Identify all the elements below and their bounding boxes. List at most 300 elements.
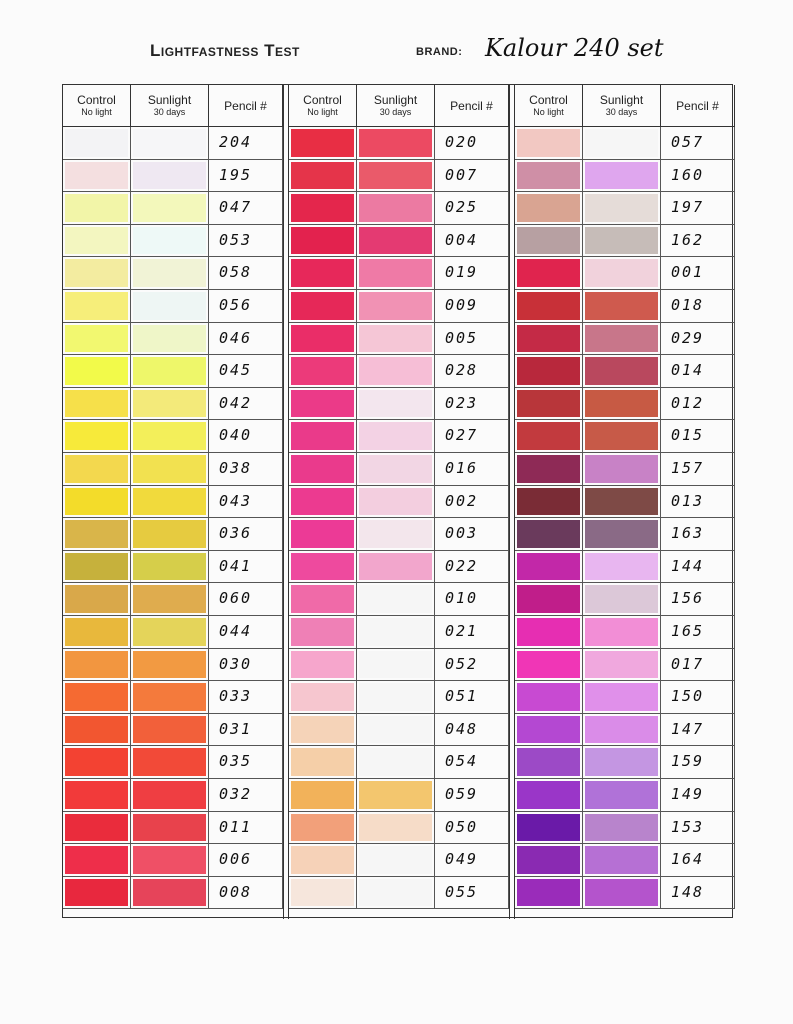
sunlight-swatch xyxy=(133,846,206,874)
control-swatch xyxy=(291,390,354,418)
sunlight-swatch-cell xyxy=(357,649,435,682)
control-swatch-cell xyxy=(515,714,583,747)
control-swatch xyxy=(291,683,354,711)
sunlight-swatch xyxy=(359,357,432,385)
pencil-number-cell xyxy=(209,388,283,421)
sunlight-swatch xyxy=(359,129,432,157)
pencil-number: 027 xyxy=(445,426,479,445)
control-swatch-cell xyxy=(63,127,131,160)
control-swatch-cell xyxy=(515,486,583,519)
control-swatch-cell xyxy=(515,518,583,551)
sunlight-swatch-cell xyxy=(357,420,435,453)
control-swatch xyxy=(517,194,580,222)
pencil-number-cell xyxy=(209,649,283,682)
sunlight-swatch xyxy=(359,553,432,581)
control-swatch xyxy=(517,781,580,809)
sunlight-swatch xyxy=(359,292,432,320)
sunlight-swatch-cell xyxy=(583,323,661,356)
sunlight-swatch-cell xyxy=(131,779,209,812)
pencil-number: 149 xyxy=(671,785,705,803)
control-swatch xyxy=(291,748,354,776)
pencil-number-cell xyxy=(435,420,509,453)
control-swatch-cell xyxy=(289,388,357,421)
control-swatch-cell xyxy=(515,812,583,845)
column-header-label: Control xyxy=(77,93,116,107)
control-swatch-cell xyxy=(515,746,583,779)
brand-label: BRAND: xyxy=(416,46,463,58)
control-swatch xyxy=(517,357,580,385)
pencil-number-cell xyxy=(661,127,735,160)
control-swatch-cell xyxy=(63,551,131,584)
pencil-number: 054 xyxy=(445,752,479,771)
sunlight-swatch xyxy=(585,325,658,353)
pencil-number-cell xyxy=(435,714,509,747)
control-swatch-cell xyxy=(63,616,131,649)
sunlight-swatch-cell xyxy=(583,160,661,193)
pencil-number-cell xyxy=(435,257,509,290)
control-swatch xyxy=(291,716,354,744)
pencil-number-cell xyxy=(661,225,735,258)
sunlight-swatch-cell xyxy=(583,453,661,486)
pencil-number: 029 xyxy=(671,328,705,347)
control-swatch-cell xyxy=(289,714,357,747)
sunlight-swatch-cell xyxy=(131,844,209,877)
sunlight-swatch-cell xyxy=(357,192,435,225)
control-swatch-cell xyxy=(289,323,357,356)
sunlight-swatch xyxy=(133,325,206,353)
pencil-number-cell xyxy=(661,714,735,747)
sunlight-swatch-cell xyxy=(583,355,661,388)
pencil-number-cell xyxy=(435,681,509,714)
pencil-number: 030 xyxy=(219,654,253,673)
column-header-sublabel: 30 days xyxy=(153,107,186,117)
control-swatch xyxy=(517,455,580,483)
pencil-number-cell xyxy=(435,551,509,584)
control-swatch xyxy=(291,129,354,157)
pencil-number-cell xyxy=(435,844,509,877)
control-swatch-cell xyxy=(289,518,357,551)
control-swatch xyxy=(517,846,580,874)
control-swatch-cell xyxy=(289,127,357,160)
pencil-number: 163 xyxy=(671,524,705,543)
pencil-number-cell xyxy=(661,257,735,290)
pencil-number: 056 xyxy=(219,296,253,314)
sunlight-swatch-cell xyxy=(583,290,661,323)
pencil-number: 197 xyxy=(671,198,705,217)
column-header-pencil xyxy=(661,85,735,127)
pencil-number: 060 xyxy=(219,589,253,608)
control-swatch xyxy=(517,292,580,320)
control-swatch xyxy=(291,520,354,548)
pencil-number: 025 xyxy=(445,198,479,217)
sunlight-swatch xyxy=(133,585,206,613)
pencil-number-cell xyxy=(435,192,509,225)
sunlight-swatch-cell xyxy=(357,290,435,323)
sunlight-swatch-cell xyxy=(583,486,661,519)
pencil-number: 044 xyxy=(219,622,253,640)
control-swatch-cell xyxy=(515,420,583,453)
sunlight-swatch xyxy=(359,488,432,516)
control-swatch xyxy=(65,683,128,711)
column-header-sublabel: No light xyxy=(533,107,564,117)
sunlight-swatch-cell xyxy=(357,779,435,812)
sunlight-swatch xyxy=(585,259,658,287)
pencil-number: 031 xyxy=(219,719,253,738)
sunlight-swatch xyxy=(133,748,206,776)
sunlight-swatch-cell xyxy=(131,323,209,356)
sunlight-swatch-cell xyxy=(357,323,435,356)
sunlight-swatch xyxy=(133,520,206,548)
pencil-number-cell xyxy=(209,583,283,616)
pencil-number: 016 xyxy=(445,459,479,477)
sunlight-swatch xyxy=(359,846,432,874)
control-swatch-cell xyxy=(515,583,583,616)
control-swatch-cell xyxy=(289,812,357,845)
pencil-number-cell xyxy=(435,290,509,323)
pencil-number: 023 xyxy=(445,393,479,412)
sunlight-swatch-cell xyxy=(357,681,435,714)
pencil-number: 019 xyxy=(445,263,479,282)
control-swatch xyxy=(517,422,580,450)
control-swatch xyxy=(65,129,128,157)
pencil-number-cell xyxy=(209,812,283,845)
sunlight-swatch-cell xyxy=(583,714,661,747)
pencil-number: 058 xyxy=(219,263,253,282)
sunlight-swatch-cell xyxy=(131,257,209,290)
pencil-number-cell xyxy=(661,518,735,551)
sunlight-swatch xyxy=(585,357,658,385)
column-header-label: Pencil # xyxy=(224,98,267,113)
column-header-label: Pencil # xyxy=(676,98,719,113)
sunlight-swatch xyxy=(585,488,658,516)
column-header-control xyxy=(289,85,357,127)
sunlight-swatch-cell xyxy=(357,127,435,160)
pencil-number: 040 xyxy=(219,426,253,445)
pencil-number-cell xyxy=(209,518,283,551)
pencil-number-cell xyxy=(435,225,509,258)
control-swatch xyxy=(65,846,128,874)
control-swatch-cell xyxy=(63,355,131,388)
control-swatch-cell xyxy=(515,877,583,910)
pencil-number: 047 xyxy=(219,198,253,217)
pencil-number: 005 xyxy=(445,328,479,347)
pencil-number: 160 xyxy=(671,165,705,184)
control-swatch xyxy=(291,488,354,516)
control-swatch xyxy=(291,814,354,842)
control-swatch xyxy=(517,162,580,190)
column-header-sunlight xyxy=(131,85,209,127)
pencil-number-cell xyxy=(661,290,735,323)
control-swatch-cell xyxy=(289,453,357,486)
pencil-number: 006 xyxy=(219,850,253,869)
control-swatch-cell xyxy=(515,779,583,812)
pencil-number-cell xyxy=(435,127,509,160)
control-swatch-cell xyxy=(289,192,357,225)
pencil-number-cell xyxy=(661,486,735,519)
control-swatch-cell xyxy=(63,649,131,682)
sunlight-swatch-cell xyxy=(357,812,435,845)
control-swatch-cell xyxy=(515,844,583,877)
control-swatch-cell xyxy=(515,551,583,584)
column-header-pencil xyxy=(209,85,283,127)
pencil-number: 050 xyxy=(445,817,479,836)
sunlight-swatch xyxy=(585,390,658,418)
control-swatch-cell xyxy=(63,681,131,714)
sunlight-swatch-cell xyxy=(131,681,209,714)
sunlight-swatch-cell xyxy=(583,518,661,551)
sunlight-swatch xyxy=(585,879,658,907)
control-swatch xyxy=(517,814,580,842)
control-swatch xyxy=(291,422,354,450)
pencil-number-cell xyxy=(661,877,735,910)
pencil-number-cell xyxy=(661,355,735,388)
control-swatch-cell xyxy=(289,160,357,193)
sunlight-swatch-cell xyxy=(131,127,209,160)
sunlight-swatch-cell xyxy=(583,844,661,877)
pencil-number-cell xyxy=(209,486,283,519)
pencil-number-cell xyxy=(661,323,735,356)
sunlight-swatch-cell xyxy=(583,225,661,258)
control-swatch xyxy=(517,520,580,548)
sunlight-swatch xyxy=(133,716,206,744)
control-swatch xyxy=(65,585,128,613)
sunlight-swatch-cell xyxy=(583,420,661,453)
pencil-number-cell xyxy=(209,225,283,258)
sunlight-swatch xyxy=(585,227,658,255)
pencil-number-cell xyxy=(661,583,735,616)
sunlight-swatch-cell xyxy=(131,616,209,649)
control-swatch-cell xyxy=(289,844,357,877)
control-swatch xyxy=(517,227,580,255)
column-header-sunlight xyxy=(583,85,661,127)
pencil-number-cell xyxy=(435,486,509,519)
sunlight-swatch xyxy=(359,585,432,613)
pencil-number: 147 xyxy=(671,719,705,738)
pencil-number-cell xyxy=(209,420,283,453)
pencil-number: 004 xyxy=(445,230,479,249)
sunlight-swatch xyxy=(359,162,432,190)
control-swatch-cell xyxy=(515,257,583,290)
sunlight-swatch xyxy=(359,325,432,353)
table-grid xyxy=(62,84,733,918)
pencil-number: 049 xyxy=(445,850,479,869)
sunlight-swatch-cell xyxy=(357,583,435,616)
pencil-number: 057 xyxy=(671,133,705,151)
pencil-number: 012 xyxy=(671,393,705,412)
control-swatch xyxy=(65,292,128,320)
sunlight-swatch xyxy=(585,422,658,450)
control-swatch-cell xyxy=(63,323,131,356)
control-swatch-cell xyxy=(289,225,357,258)
sunlight-swatch xyxy=(359,748,432,776)
sunlight-swatch-cell xyxy=(131,812,209,845)
pencil-number: 156 xyxy=(671,589,705,608)
sunlight-swatch-cell xyxy=(583,192,661,225)
control-swatch-cell xyxy=(289,649,357,682)
control-swatch-cell xyxy=(63,225,131,258)
sunlight-swatch xyxy=(133,651,206,679)
sunlight-swatch xyxy=(585,748,658,776)
sunlight-swatch xyxy=(359,716,432,744)
pencil-number: 003 xyxy=(445,524,479,543)
sunlight-swatch-cell xyxy=(131,225,209,258)
sunlight-swatch xyxy=(359,683,432,711)
control-swatch xyxy=(517,553,580,581)
control-swatch-cell xyxy=(63,388,131,421)
sunlight-swatch xyxy=(585,716,658,744)
sunlight-swatch-cell xyxy=(131,649,209,682)
control-swatch xyxy=(517,716,580,744)
control-swatch-cell xyxy=(515,616,583,649)
control-swatch xyxy=(65,618,128,646)
sunlight-swatch xyxy=(359,879,432,907)
column-header-label: Pencil # xyxy=(450,98,493,113)
control-swatch-cell xyxy=(289,290,357,323)
sunlight-swatch-cell xyxy=(357,616,435,649)
sunlight-swatch xyxy=(133,781,206,809)
pencil-number: 022 xyxy=(445,556,479,575)
sunlight-swatch-cell xyxy=(131,160,209,193)
control-swatch-cell xyxy=(63,714,131,747)
control-swatch xyxy=(517,748,580,776)
control-swatch xyxy=(517,488,580,516)
pencil-number-cell xyxy=(661,844,735,877)
sunlight-swatch-cell xyxy=(583,551,661,584)
pencil-number: 048 xyxy=(445,719,479,738)
sunlight-swatch xyxy=(585,585,658,613)
sunlight-swatch xyxy=(133,390,206,418)
sunlight-swatch-cell xyxy=(131,551,209,584)
sunlight-swatch-cell xyxy=(131,290,209,323)
sunlight-swatch xyxy=(585,781,658,809)
sunlight-swatch xyxy=(133,129,206,157)
control-swatch xyxy=(291,553,354,581)
control-swatch-cell xyxy=(515,160,583,193)
pencil-number-cell xyxy=(209,844,283,877)
sunlight-swatch xyxy=(359,814,432,842)
control-swatch xyxy=(291,455,354,483)
pencil-number: 148 xyxy=(671,882,705,901)
control-swatch-cell xyxy=(63,877,131,910)
pencil-number: 011 xyxy=(219,817,253,836)
sunlight-swatch xyxy=(133,814,206,842)
pencil-number: 032 xyxy=(219,785,253,803)
sunlight-swatch-cell xyxy=(357,355,435,388)
pencil-number-cell xyxy=(209,257,283,290)
control-swatch xyxy=(65,325,128,353)
sunlight-swatch-cell xyxy=(131,583,209,616)
pencil-number-cell xyxy=(661,453,735,486)
column-header-label: Sunlight xyxy=(373,93,418,107)
control-swatch-cell xyxy=(63,257,131,290)
pencil-number: 159 xyxy=(671,752,705,771)
control-swatch-cell xyxy=(63,812,131,845)
sunlight-swatch xyxy=(133,162,206,190)
control-swatch xyxy=(65,651,128,679)
sunlight-swatch-cell xyxy=(583,649,661,682)
pencil-number-cell xyxy=(661,812,735,845)
sunlight-swatch xyxy=(359,390,432,418)
pencil-number: 008 xyxy=(219,882,253,901)
pencil-number: 001 xyxy=(671,263,705,282)
control-swatch-cell xyxy=(515,192,583,225)
pencil-number: 144 xyxy=(671,556,705,575)
control-swatch-cell xyxy=(63,486,131,519)
sunlight-swatch-cell xyxy=(131,518,209,551)
pencil-number: 059 xyxy=(445,785,479,803)
control-swatch-cell xyxy=(63,583,131,616)
column-header-sublabel: No light xyxy=(307,107,338,117)
control-swatch-cell xyxy=(515,355,583,388)
pencil-number-cell xyxy=(209,453,283,486)
sunlight-swatch-cell xyxy=(357,877,435,910)
pencil-number-cell xyxy=(435,323,509,356)
control-swatch xyxy=(291,879,354,907)
control-swatch-cell xyxy=(63,453,131,486)
sunlight-swatch-cell xyxy=(357,388,435,421)
column-header-label: Sunlight xyxy=(147,93,192,107)
column-header-sublabel: 30 days xyxy=(605,107,638,117)
sunlight-swatch-cell xyxy=(131,714,209,747)
sunlight-swatch-cell xyxy=(357,486,435,519)
sunlight-swatch xyxy=(133,227,206,255)
column-header-label: Control xyxy=(529,93,568,107)
sunlight-swatch xyxy=(359,781,432,809)
pencil-number-cell xyxy=(435,518,509,551)
column-header-label: Sunlight xyxy=(599,93,644,107)
control-swatch xyxy=(291,259,354,287)
control-swatch-cell xyxy=(289,486,357,519)
control-swatch-cell xyxy=(289,616,357,649)
pencil-number-cell xyxy=(661,388,735,421)
control-swatch xyxy=(291,585,354,613)
control-swatch xyxy=(291,357,354,385)
pencil-number-cell xyxy=(209,355,283,388)
control-swatch xyxy=(65,162,128,190)
pencil-number: 038 xyxy=(219,459,253,477)
control-swatch xyxy=(291,325,354,353)
sheet-title: Lightfastness Test xyxy=(150,41,300,60)
sunlight-swatch xyxy=(133,422,206,450)
control-swatch xyxy=(291,162,354,190)
pencil-number: 046 xyxy=(219,328,253,347)
sunlight-swatch xyxy=(133,553,206,581)
pencil-number-cell xyxy=(661,192,735,225)
control-swatch xyxy=(517,325,580,353)
pencil-number-cell xyxy=(435,388,509,421)
control-swatch xyxy=(65,259,128,287)
sunlight-swatch-cell xyxy=(357,844,435,877)
sunlight-swatch-cell xyxy=(583,127,661,160)
pencil-number: 164 xyxy=(671,850,705,869)
control-swatch xyxy=(65,781,128,809)
control-swatch-cell xyxy=(63,746,131,779)
pencil-number-cell xyxy=(209,746,283,779)
brand-value: Kalour 240 set xyxy=(485,34,664,62)
sunlight-swatch xyxy=(133,455,206,483)
sunlight-swatch xyxy=(359,520,432,548)
sheet-header xyxy=(0,34,793,78)
sunlight-swatch xyxy=(133,683,206,711)
column-header-sublabel: No light xyxy=(81,107,112,117)
sunlight-swatch xyxy=(585,162,658,190)
pencil-number: 052 xyxy=(445,654,479,673)
pencil-number-cell xyxy=(435,877,509,910)
sunlight-swatch xyxy=(585,553,658,581)
sunlight-swatch xyxy=(133,618,206,646)
pencil-number-cell xyxy=(209,551,283,584)
control-swatch xyxy=(65,520,128,548)
